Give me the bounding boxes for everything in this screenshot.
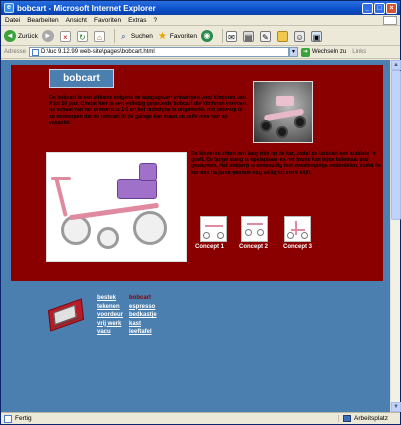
search-button[interactable] xyxy=(118,31,153,42)
mail-icon: ✉ xyxy=(226,31,237,42)
render-wheel-front xyxy=(61,215,91,245)
media-button[interactable] xyxy=(201,30,215,42)
status-bar xyxy=(1,412,400,424)
photo-wheel xyxy=(276,126,288,138)
concept-wheel xyxy=(245,229,252,236)
vertical-scrollbar[interactable] xyxy=(390,60,400,412)
zone-label: Arbeitsplatz xyxy=(354,415,388,422)
render-handle xyxy=(54,177,68,217)
nav-link-tekenen[interactable]: tekenen xyxy=(97,303,120,310)
photo-seat xyxy=(276,96,294,106)
back-arrow-icon: ◄ xyxy=(4,30,16,42)
detail-paragraph: De kinderen zitten een laag zitje op de kar, zodat de bobcart een stabiele rit geeft. De lange stang is opklapbaar en het frame kan bijna helemaal plat gevouwen. Het ontwerp is eenvoudig met enkelvoudige onderdelen, zodat de kar ook na jaren gebruik nog veilig en sterk blijft. xyxy=(191,151,381,176)
concept-bar xyxy=(291,229,305,231)
toolbar xyxy=(1,27,400,46)
menu-view[interactable]: Ansicht xyxy=(65,16,87,24)
research-button[interactable] xyxy=(311,31,324,42)
mail-button[interactable] xyxy=(226,31,239,42)
page-viewport xyxy=(1,60,390,412)
concept-3-thumbnail[interactable] xyxy=(284,216,311,242)
home-button[interactable] xyxy=(94,31,107,42)
page-logo: bobcart xyxy=(49,69,114,88)
bobcart-render xyxy=(46,152,187,262)
windows-logo-icon xyxy=(383,16,397,25)
scroll-up-button[interactable]: ▲ xyxy=(391,60,401,70)
favorites-label: Favoriten xyxy=(169,32,198,40)
links-label[interactable]: Links xyxy=(352,49,367,55)
nav-link-espresso[interactable]: espresso xyxy=(129,303,156,310)
print-button[interactable] xyxy=(243,31,256,42)
minimize-button[interactable]: _ xyxy=(362,3,373,14)
go-arrow-icon: ➜ xyxy=(303,48,309,55)
concept-bar xyxy=(205,225,223,227)
nav-link-vrij-werk[interactable]: vrij werk xyxy=(97,320,122,327)
search-icon: ⌕ xyxy=(121,31,126,41)
go-label: Wechseln zu xyxy=(312,49,347,55)
render-backrest xyxy=(139,163,157,181)
back-button[interactable] xyxy=(4,30,38,42)
render-wheel-rear xyxy=(133,211,167,245)
window-title: bobcart - Microsoft Internet Explorer xyxy=(17,3,156,13)
folder-icon xyxy=(277,31,288,42)
footer-logo xyxy=(48,298,84,331)
concept-bar xyxy=(295,221,297,235)
footer-nav-column-2 xyxy=(129,294,157,337)
menu-help[interactable]: ? xyxy=(153,16,158,24)
stop-icon: × xyxy=(60,31,71,42)
nav-link-bobcart: bobcart xyxy=(129,295,152,301)
status-text: Fertig xyxy=(15,415,32,422)
edit-button[interactable] xyxy=(260,31,273,42)
nav-link-kast[interactable]: kast xyxy=(129,320,142,327)
render-seat xyxy=(117,179,157,199)
bobcart-photo xyxy=(253,81,313,143)
concept-wheel xyxy=(257,229,264,236)
star-icon: ★ xyxy=(157,30,167,42)
footer-nav-column-1 xyxy=(97,294,123,337)
photo-wheel xyxy=(260,120,272,132)
menu-file[interactable]: Datei xyxy=(5,16,21,24)
concept-wheel xyxy=(287,232,294,239)
close-button[interactable]: × xyxy=(386,3,397,14)
go-button[interactable] xyxy=(301,48,346,57)
concept-1-label[interactable]: Concept 1 xyxy=(195,244,225,250)
messenger-button[interactable] xyxy=(294,31,307,42)
messenger-icon: ☺ xyxy=(295,32,304,42)
refresh-button[interactable] xyxy=(77,31,90,42)
address-label: Adresse xyxy=(4,49,27,55)
scroll-thumb[interactable] xyxy=(391,70,401,220)
concept-wheel xyxy=(203,232,210,239)
toolbar-separator xyxy=(114,29,115,43)
folder-button[interactable] xyxy=(277,31,290,42)
security-zone xyxy=(338,415,388,422)
address-bar xyxy=(1,46,400,59)
page-icon xyxy=(32,49,39,56)
content-panel xyxy=(11,65,383,281)
toolbar-separator xyxy=(222,29,223,43)
address-input[interactable] xyxy=(29,47,289,57)
forward-button[interactable] xyxy=(42,30,56,42)
back-label: Zurück xyxy=(18,32,38,40)
title-bar[interactable] xyxy=(1,1,400,15)
page-status-icon xyxy=(4,415,12,423)
concept-1-thumbnail[interactable] xyxy=(200,216,227,242)
address-value: D:\luc 9.12.99 web-site\pages\bobcart.html xyxy=(41,49,155,55)
concept-bar xyxy=(247,223,263,225)
nav-link-voordeur[interactable]: voordeur xyxy=(97,312,124,318)
menu-edit[interactable]: Bearbeiten xyxy=(27,16,59,24)
nav-link-bedkastje[interactable]: bedkastje xyxy=(129,312,157,318)
refresh-icon: ↻ xyxy=(77,31,88,42)
nav-link-leeftafel[interactable]: leeftafel xyxy=(129,329,152,335)
concept-3-label[interactable]: Concept 3 xyxy=(283,244,313,250)
concept-2-thumbnail[interactable] xyxy=(241,216,268,242)
intro-paragraph: De bobcart is een zitkarre volgens de aangegeven ontwerpen voor kinderen van 4 tot 10 jaar. Omdat hier is een volledig gebouwde bobcart die kinderen vervoert, de schaal van het ontwerp is 1:1 en het prototype is uitgewerkt. Het ontwerp is zo ontworpen dat de bobcart in de garage kan staan en zelfs mee kan op vakantie. xyxy=(49,95,248,126)
nav-link-vacu[interactable]: vacu xyxy=(97,329,111,335)
nav-link-bestek[interactable]: bestek xyxy=(97,295,117,301)
concept-2-label[interactable]: Concept 2 xyxy=(239,244,269,250)
scroll-down-button[interactable]: ▼ xyxy=(391,402,401,412)
home-icon: ⌂ xyxy=(94,31,105,42)
media-icon: ◉ xyxy=(201,30,213,42)
edit-icon: ✎ xyxy=(260,31,271,42)
research-icon: ▣ xyxy=(312,32,321,42)
render-wheel-mid xyxy=(97,227,119,249)
menu-tools[interactable]: Extras xyxy=(128,16,147,24)
ie-icon: e xyxy=(4,3,14,13)
print-icon: ▤ xyxy=(244,32,253,42)
favorites-button[interactable] xyxy=(157,31,197,42)
render-handlebar xyxy=(51,177,71,180)
address-dropdown-button[interactable]: ▾ xyxy=(289,47,298,57)
concept-wheel xyxy=(301,232,308,239)
maximize-button[interactable]: □ xyxy=(374,3,385,14)
forward-arrow-icon: ► xyxy=(42,30,54,42)
menu-favorites[interactable]: Favoriten xyxy=(93,16,122,24)
menu-bar xyxy=(1,15,400,26)
search-label: Suchen xyxy=(130,32,153,40)
computer-icon xyxy=(343,415,351,422)
stop-button[interactable] xyxy=(60,31,73,42)
concept-wheel xyxy=(217,232,224,239)
photo-wheel xyxy=(294,116,306,128)
